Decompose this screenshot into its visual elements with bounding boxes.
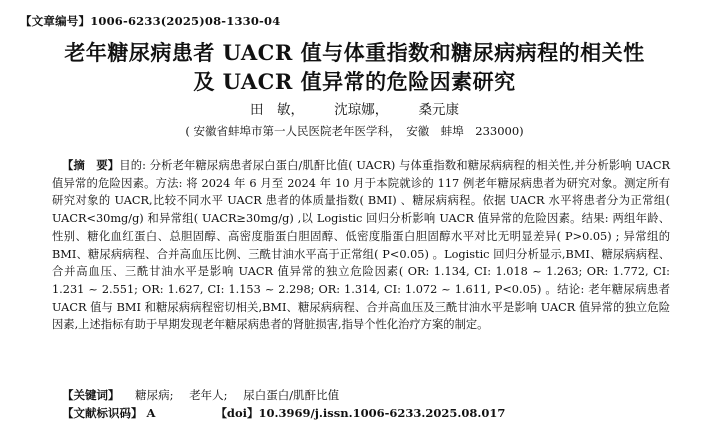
document-code: 【文献标识码】 A [62, 406, 156, 420]
title-line-1: 老年糖尿病患者 UACR 值与体重指数和糖尿病病程的相关性 [64, 40, 645, 65]
title-line-2: 及 UACR 值异常的危险因素研究 [193, 69, 516, 94]
author-list [0, 98, 709, 118]
document-meta [62, 405, 680, 421]
abstract-text: 目的: 分析老年糖尿病患者尿白蛋白/肌酐比值( UACR) 与体重指数和糖尿病病程的相关性,并分析影响 UACR 值异常的危险因素。方法: 将 2024 年 6 月至 2024 年 10 月于本院就诊的 117 例老年糖尿病患者为研究对象。测定所有研究对象的 UACR,比较不同水平 UACR 患者的体质量指数( BMI) 、糖尿病病程。依据 UACR 水平将患者分为正常组( UACR<30mg/g) 和异常组( UACR≥30mg/g) ,以 Logistic 回归分析影响 UACR 值异常的危险因素。结果: 两组年龄、性别、糖化血红蛋白、总胆固醇、高密度脂蛋白胆固醇、低密度脂蛋白胆固醇水平对比无明显差异( P>0.05) ; 异常组的 BMI、糖尿病病程、合并高血压比例、三酰甘油水平高于正常组( P<0.05) 。Logistic 回归分析显示,BMI、糖尿病病程、合并高血压、三酰甘油水平是影响 UACR 值异常的独立危险因素( OR: 1.134, CI: 1.018 ~ 1.263; OR: 1.772, CI: 1.231 ~ 2.551; OR: 1.627, CI: 1.153 ~ 2.298; OR: 1.314, CI: 1.072 ~ 1.611, P<0.05) 。结论: 老年糖尿病患者 UACR 值与 BMI 和糖尿病病程密切相关,BMI、糖尿病病程、合并高血压及三酰甘油水平是影响 UACR 值异常的独立危险因素,上述指标有助于早期发现老年糖尿病患者的肾脏损害,指导个性化治疗方案的制定。 [52, 159, 670, 332]
author-3: 桑元康 [418, 102, 460, 118]
keywords-label: 【关键词】 [62, 388, 120, 402]
affiliation: ( 安徽省蚌埠市第一人民医院老年医学科， 安徽 蚌埠 233000) [185, 124, 524, 138]
keyword-1: 糖尿病; [135, 388, 174, 402]
keywords [52, 387, 670, 403]
abstract-label: 【摘 要】 [62, 158, 120, 172]
author-1: 田 敏， [249, 102, 304, 118]
keyword-2: 老年人; [189, 388, 228, 402]
article-number: 【文章编号】1006-6233(2025)08-1330-04 [20, 14, 281, 28]
author-2: 沈琼娜， [334, 102, 389, 118]
doi: 【doi】10.3969/j.issn.1006-6233.2025.08.017 [215, 406, 506, 420]
keyword-3: 尿白蛋白/肌酐比值 [243, 388, 340, 402]
abstract [52, 157, 670, 334]
